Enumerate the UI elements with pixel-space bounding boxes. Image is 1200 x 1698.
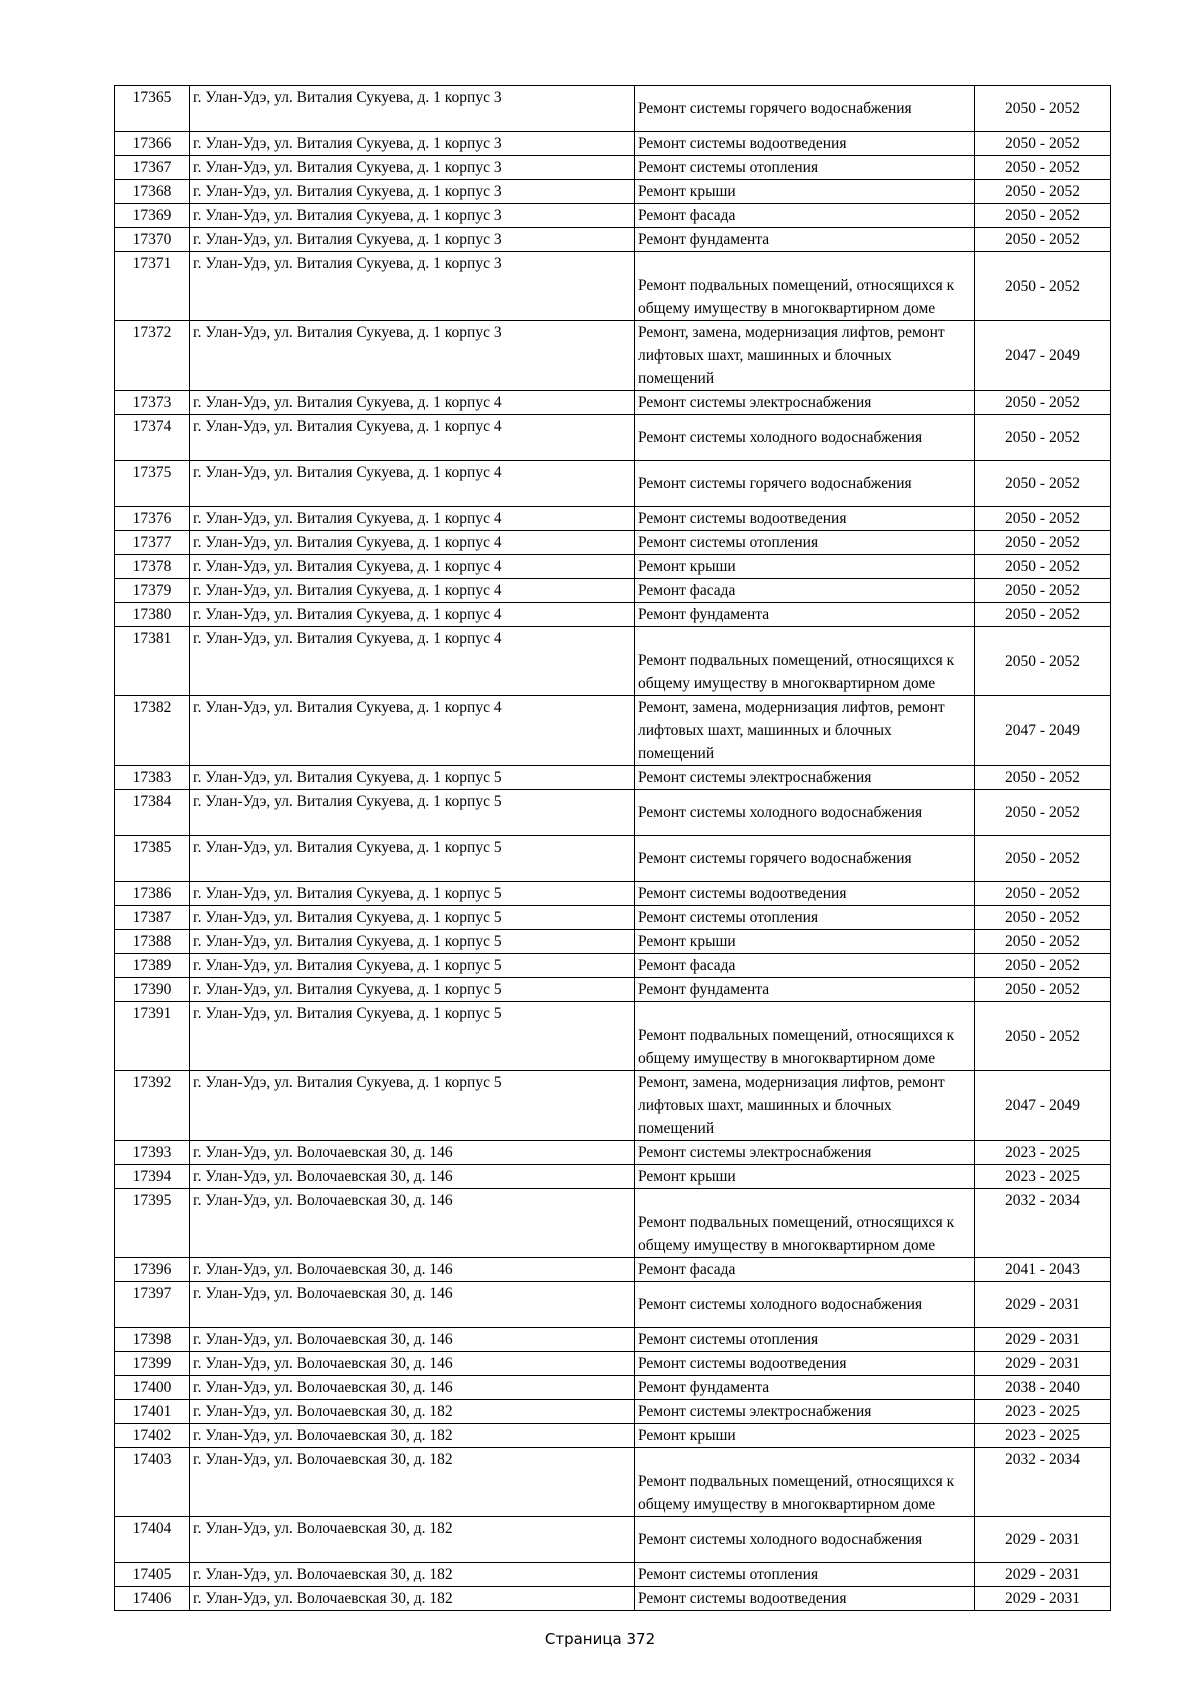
row-work-type: Ремонт крыши: [635, 930, 975, 954]
table-row: [115, 1282, 1111, 1328]
row-period: 2032 - 2034: [975, 1189, 1111, 1258]
row-address: г. Улан-Удэ, ул. Виталия Сукуева, д. 1 корпус 4: [190, 603, 635, 627]
row-work-type: Ремонт системы горячего водоснабжения: [635, 836, 975, 882]
row-period: 2050 - 2052: [975, 1002, 1111, 1071]
row-address: г. Улан-Удэ, ул. Виталия Сукуева, д. 1 корпус 4: [190, 461, 635, 507]
row-number: 17397: [115, 1282, 190, 1328]
row-work-type: Ремонт системы холодного водоснабжения: [635, 790, 975, 836]
row-work-type: Ремонт системы электроснабжения: [635, 391, 975, 415]
row-work-type: Ремонт системы холодного водоснабжения: [635, 415, 975, 461]
table-row: [115, 978, 1111, 1002]
row-number: 17371: [115, 252, 190, 321]
row-address: г. Улан-Удэ, ул. Виталия Сукуева, д. 1 корпус 3: [190, 156, 635, 180]
row-period: 2050 - 2052: [975, 790, 1111, 836]
row-period: 2050 - 2052: [975, 86, 1111, 132]
row-period: 2050 - 2052: [975, 531, 1111, 555]
row-number: 17382: [115, 696, 190, 766]
table-row: [115, 766, 1111, 790]
row-number: 17390: [115, 978, 190, 1002]
row-address: г. Улан-Удэ, ул. Волочаевская 30, д. 182: [190, 1448, 635, 1517]
row-work-type: Ремонт фасада: [635, 204, 975, 228]
row-work-type: Ремонт системы отопления: [635, 1563, 975, 1587]
row-period: 2038 - 2040: [975, 1376, 1111, 1400]
row-number: 17383: [115, 766, 190, 790]
row-address: г. Улан-Удэ, ул. Виталия Сукуева, д. 1 корпус 5: [190, 882, 635, 906]
row-work-type: Ремонт системы электроснабжения: [635, 1141, 975, 1165]
row-period: 2029 - 2031: [975, 1587, 1111, 1611]
table-row: [115, 1352, 1111, 1376]
row-period: 2050 - 2052: [975, 603, 1111, 627]
row-number: 17385: [115, 836, 190, 882]
row-number: 17399: [115, 1352, 190, 1376]
row-period: 2050 - 2052: [975, 204, 1111, 228]
row-period: 2050 - 2052: [975, 766, 1111, 790]
row-address: г. Улан-Удэ, ул. Виталия Сукуева, д. 1 корпус 4: [190, 555, 635, 579]
table-row: [115, 954, 1111, 978]
row-address: г. Улан-Удэ, ул. Волочаевская 30, д. 182: [190, 1563, 635, 1587]
row-period: 2050 - 2052: [975, 132, 1111, 156]
row-work-type: Ремонт системы холодного водоснабжения: [635, 1517, 975, 1563]
table-row: [115, 930, 1111, 954]
row-address: г. Улан-Удэ, ул. Виталия Сукуева, д. 1 корпус 3: [190, 252, 635, 321]
row-address: г. Улан-Удэ, ул. Виталия Сукуева, д. 1 корпус 3: [190, 321, 635, 391]
row-number: 17377: [115, 531, 190, 555]
row-address: г. Улан-Удэ, ул. Виталия Сукуева, д. 1 корпус 4: [190, 507, 635, 531]
row-period: 2050 - 2052: [975, 882, 1111, 906]
row-period: 2050 - 2052: [975, 906, 1111, 930]
row-number: 17384: [115, 790, 190, 836]
row-number: 17393: [115, 1141, 190, 1165]
row-work-type: Ремонт подвальных помещений, относящихся к общему имуществу в многоквартирном доме: [635, 627, 975, 696]
row-work-type: Ремонт системы отопления: [635, 906, 975, 930]
row-address: г. Улан-Удэ, ул. Волочаевская 30, д. 182: [190, 1424, 635, 1448]
table-row: [115, 86, 1111, 132]
row-number: 17401: [115, 1400, 190, 1424]
table-row: [115, 1141, 1111, 1165]
row-address: г. Улан-Удэ, ул. Волочаевская 30, д. 182: [190, 1587, 635, 1611]
row-address: г. Улан-Удэ, ул. Виталия Сукуева, д. 1 корпус 4: [190, 627, 635, 696]
row-period: 2023 - 2025: [975, 1424, 1111, 1448]
table-row: [115, 1587, 1111, 1611]
table-row: [115, 415, 1111, 461]
row-work-type: Ремонт подвальных помещений, относящихся к общему имуществу в многоквартирном доме: [635, 252, 975, 321]
row-period: 2047 - 2049: [975, 321, 1111, 391]
row-address: г. Улан-Удэ, ул. Виталия Сукуева, д. 1 корпус 5: [190, 1071, 635, 1141]
row-number: 17400: [115, 1376, 190, 1400]
row-number: 17367: [115, 156, 190, 180]
row-number: 17406: [115, 1587, 190, 1611]
row-address: г. Улан-Удэ, ул. Волочаевская 30, д. 146: [190, 1189, 635, 1258]
table-row: [115, 1448, 1111, 1517]
table-row: [115, 1071, 1111, 1141]
row-work-type: Ремонт крыши: [635, 1424, 975, 1448]
row-address: г. Улан-Удэ, ул. Виталия Сукуева, д. 1 корпус 5: [190, 954, 635, 978]
table-row: [115, 790, 1111, 836]
row-number: 17369: [115, 204, 190, 228]
row-address: г. Улан-Удэ, ул. Виталия Сукуева, д. 1 корпус 3: [190, 86, 635, 132]
row-address: г. Улан-Удэ, ул. Виталия Сукуева, д. 1 корпус 3: [190, 204, 635, 228]
row-work-type: Ремонт, замена, модернизация лифтов, ремонт лифтовых шахт, машинных и блочных помещений: [635, 321, 975, 391]
row-work-type: Ремонт подвальных помещений, относящихся к общему имуществу в многоквартирном доме: [635, 1448, 975, 1517]
row-number: 17387: [115, 906, 190, 930]
row-period: 2047 - 2049: [975, 1071, 1111, 1141]
row-address: г. Улан-Удэ, ул. Виталия Сукуева, д. 1 корпус 5: [190, 766, 635, 790]
table-row: [115, 906, 1111, 930]
table-row: [115, 1258, 1111, 1282]
row-period: 2041 - 2043: [975, 1258, 1111, 1282]
row-number: 17405: [115, 1563, 190, 1587]
row-address: г. Улан-Удэ, ул. Виталия Сукуева, д. 1 корпус 5: [190, 1002, 635, 1071]
row-work-type: Ремонт системы водоотведения: [635, 882, 975, 906]
table-row: [115, 1376, 1111, 1400]
row-work-type: Ремонт фасада: [635, 954, 975, 978]
row-work-type: Ремонт системы отопления: [635, 156, 975, 180]
table-row: [115, 1328, 1111, 1352]
row-address: г. Улан-Удэ, ул. Виталия Сукуева, д. 1 корпус 4: [190, 579, 635, 603]
row-address: г. Улан-Удэ, ул. Виталия Сукуева, д. 1 корпус 3: [190, 132, 635, 156]
row-number: 17381: [115, 627, 190, 696]
table-row: [115, 555, 1111, 579]
row-work-type: Ремонт системы холодного водоснабжения: [635, 1282, 975, 1328]
row-work-type: Ремонт фундамента: [635, 978, 975, 1002]
row-address: г. Улан-Удэ, ул. Виталия Сукуева, д. 1 корпус 4: [190, 696, 635, 766]
row-period: 2050 - 2052: [975, 930, 1111, 954]
row-period: 2050 - 2052: [975, 180, 1111, 204]
row-address: г. Улан-Удэ, ул. Виталия Сукуева, д. 1 корпус 5: [190, 978, 635, 1002]
row-address: г. Улан-Удэ, ул. Волочаевская 30, д. 146: [190, 1376, 635, 1400]
row-work-type: Ремонт подвальных помещений, относящихся к общему имуществу в многоквартирном доме: [635, 1002, 975, 1071]
row-period: 2050 - 2052: [975, 555, 1111, 579]
row-number: 17395: [115, 1189, 190, 1258]
row-period: 2050 - 2052: [975, 579, 1111, 603]
row-number: 17388: [115, 930, 190, 954]
row-work-type: Ремонт системы водоотведения: [635, 132, 975, 156]
row-work-type: Ремонт системы отопления: [635, 531, 975, 555]
row-address: г. Улан-Удэ, ул. Волочаевская 30, д. 146: [190, 1258, 635, 1282]
row-number: 17373: [115, 391, 190, 415]
table-row: [115, 132, 1111, 156]
row-number: 17392: [115, 1071, 190, 1141]
table-row: [115, 321, 1111, 391]
table-row: [115, 1165, 1111, 1189]
row-period: 2023 - 2025: [975, 1400, 1111, 1424]
row-number: 17374: [115, 415, 190, 461]
table-row: [115, 579, 1111, 603]
row-period: 2050 - 2052: [975, 415, 1111, 461]
row-address: г. Улан-Удэ, ул. Виталия Сукуева, д. 1 корпус 4: [190, 531, 635, 555]
table-row: [115, 461, 1111, 507]
table-row: [115, 1563, 1111, 1587]
row-period: 2050 - 2052: [975, 978, 1111, 1002]
table-row: [115, 603, 1111, 627]
table-row: [115, 696, 1111, 766]
row-period: 2023 - 2025: [975, 1141, 1111, 1165]
row-number: 17372: [115, 321, 190, 391]
table-row: [115, 204, 1111, 228]
row-number: 17380: [115, 603, 190, 627]
row-number: 17391: [115, 1002, 190, 1071]
table-row: [115, 531, 1111, 555]
row-work-type: Ремонт фасада: [635, 1258, 975, 1282]
row-address: г. Улан-Удэ, ул. Волочаевская 30, д. 182: [190, 1517, 635, 1563]
row-address: г. Улан-Удэ, ул. Волочаевская 30, д. 146: [190, 1282, 635, 1328]
row-number: 17403: [115, 1448, 190, 1517]
table-row: [115, 1517, 1111, 1563]
row-period: 2050 - 2052: [975, 627, 1111, 696]
row-work-type: Ремонт системы водоотведения: [635, 507, 975, 531]
row-number: 17365: [115, 86, 190, 132]
row-work-type: Ремонт системы отопления: [635, 1328, 975, 1352]
row-work-type: Ремонт крыши: [635, 555, 975, 579]
row-work-type: Ремонт крыши: [635, 1165, 975, 1189]
row-work-type: Ремонт крыши: [635, 180, 975, 204]
row-number: 17398: [115, 1328, 190, 1352]
row-address: г. Улан-Удэ, ул. Виталия Сукуева, д. 1 корпус 5: [190, 790, 635, 836]
table-row: [115, 391, 1111, 415]
row-work-type: Ремонт системы горячего водоснабжения: [635, 461, 975, 507]
row-number: 17368: [115, 180, 190, 204]
row-address: г. Улан-Удэ, ул. Виталия Сукуева, д. 1 корпус 3: [190, 228, 635, 252]
row-period: 2050 - 2052: [975, 507, 1111, 531]
table-row: [115, 156, 1111, 180]
row-address: г. Улан-Удэ, ул. Виталия Сукуева, д. 1 корпус 5: [190, 930, 635, 954]
table-body: [115, 86, 1111, 1611]
row-work-type: Ремонт, замена, модернизация лифтов, ремонт лифтовых шахт, машинных и блочных помещений: [635, 1071, 975, 1141]
row-number: 17402: [115, 1424, 190, 1448]
row-period: 2023 - 2025: [975, 1165, 1111, 1189]
row-period: 2050 - 2052: [975, 954, 1111, 978]
row-address: г. Улан-Удэ, ул. Виталия Сукуева, д. 1 корпус 4: [190, 415, 635, 461]
row-number: 17379: [115, 579, 190, 603]
row-period: 2050 - 2052: [975, 391, 1111, 415]
row-period: 2050 - 2052: [975, 836, 1111, 882]
table-row: [115, 180, 1111, 204]
row-number: 17376: [115, 507, 190, 531]
table-row: [115, 1400, 1111, 1424]
row-address: г. Улан-Удэ, ул. Виталия Сукуева, д. 1 корпус 4: [190, 391, 635, 415]
table-row: [115, 1002, 1111, 1071]
row-work-type: Ремонт фасада: [635, 579, 975, 603]
row-period: 2029 - 2031: [975, 1328, 1111, 1352]
row-work-type: Ремонт фундамента: [635, 1376, 975, 1400]
row-number: 17366: [115, 132, 190, 156]
table-row: [115, 252, 1111, 321]
row-work-type: Ремонт фундамента: [635, 228, 975, 252]
row-address: г. Улан-Удэ, ул. Волочаевская 30, д. 146: [190, 1328, 635, 1352]
row-period: 2029 - 2031: [975, 1352, 1111, 1376]
row-work-type: Ремонт, замена, модернизация лифтов, ремонт лифтовых шахт, машинных и блочных помещений: [635, 696, 975, 766]
row-address: г. Улан-Удэ, ул. Виталия Сукуева, д. 1 корпус 5: [190, 836, 635, 882]
row-period: 2047 - 2049: [975, 696, 1111, 766]
row-period: 2029 - 2031: [975, 1563, 1111, 1587]
row-work-type: Ремонт системы электроснабжения: [635, 1400, 975, 1424]
row-number: 17378: [115, 555, 190, 579]
row-address: г. Улан-Удэ, ул. Виталия Сукуева, д. 1 корпус 5: [190, 906, 635, 930]
table-row: [115, 1424, 1111, 1448]
row-number: 17389: [115, 954, 190, 978]
row-number: 17370: [115, 228, 190, 252]
row-number: 17386: [115, 882, 190, 906]
page-number: Страница 372: [544, 1630, 656, 1648]
table-row: [115, 882, 1111, 906]
row-address: г. Улан-Удэ, ул. Волочаевская 30, д. 146: [190, 1141, 635, 1165]
row-number: 17375: [115, 461, 190, 507]
row-period: 2029 - 2031: [975, 1282, 1111, 1328]
table-row: [115, 836, 1111, 882]
table-row: [115, 507, 1111, 531]
row-period: 2029 - 2031: [975, 1517, 1111, 1563]
table-row: [115, 627, 1111, 696]
row-number: 17394: [115, 1165, 190, 1189]
table-row: [115, 1189, 1111, 1258]
row-period: 2050 - 2052: [975, 228, 1111, 252]
row-number: 17404: [115, 1517, 190, 1563]
row-period: 2032 - 2034: [975, 1448, 1111, 1517]
row-work-type: Ремонт системы горячего водоснабжения: [635, 86, 975, 132]
row-work-type: Ремонт системы водоотведения: [635, 1587, 975, 1611]
row-period: 2050 - 2052: [975, 461, 1111, 507]
row-address: г. Улан-Удэ, ул. Волочаевская 30, д. 182: [190, 1400, 635, 1424]
row-period: 2050 - 2052: [975, 156, 1111, 180]
row-address: г. Улан-Удэ, ул. Волочаевская 30, д. 146: [190, 1165, 635, 1189]
row-number: 17396: [115, 1258, 190, 1282]
repair-schedule-table: [114, 85, 1111, 1611]
row-work-type: Ремонт подвальных помещений, относящихся к общему имуществу в многоквартирном доме: [635, 1189, 975, 1258]
row-work-type: Ремонт системы водоотведения: [635, 1352, 975, 1376]
row-period: 2050 - 2052: [975, 252, 1111, 321]
row-address: г. Улан-Удэ, ул. Волочаевская 30, д. 146: [190, 1352, 635, 1376]
row-address: г. Улан-Удэ, ул. Виталия Сукуева, д. 1 корпус 3: [190, 180, 635, 204]
row-work-type: Ремонт системы электроснабжения: [635, 766, 975, 790]
row-work-type: Ремонт фундамента: [635, 603, 975, 627]
table-row: [115, 228, 1111, 252]
